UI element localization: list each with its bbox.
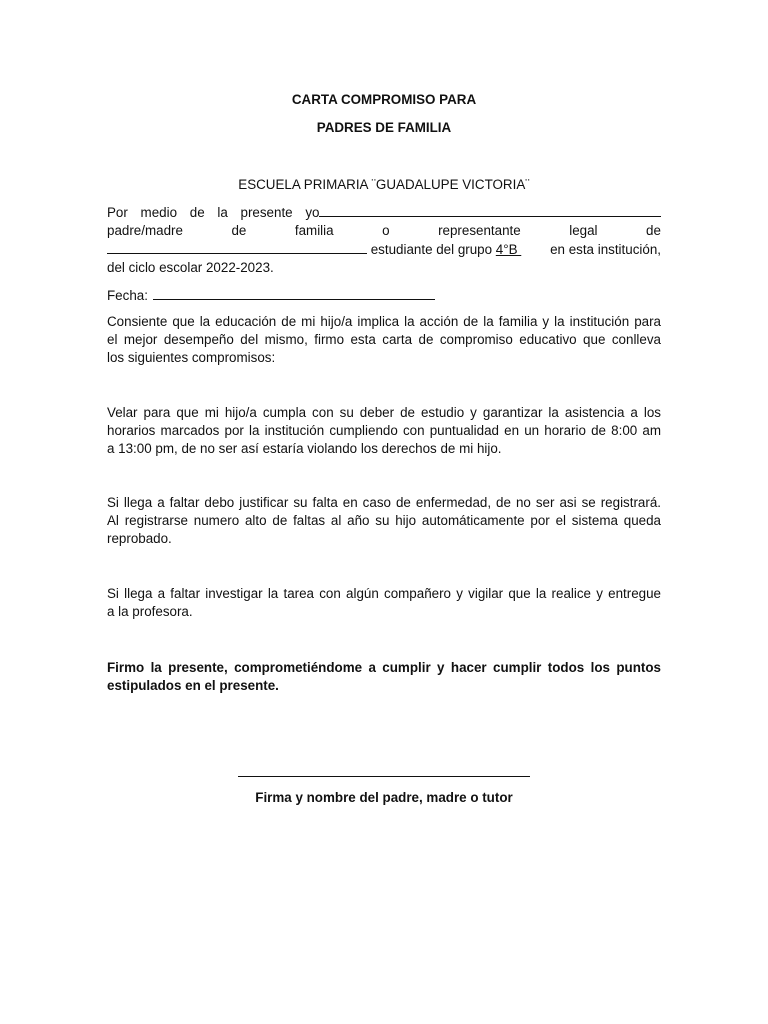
intro-line-1 [107, 203, 661, 222]
name-blank [319, 203, 661, 217]
paragraph-homework [107, 585, 661, 621]
closing-line: Firmo la presente, comprometiéndome a cumplir y hacer cumplir todos los puntos [107, 660, 661, 675]
title-line-1: CARTA COMPROMISO PARA [291, 92, 477, 107]
paragraph-line: Consiente que la educación de mi hijo/a implica la acción de la familia y la institución para [107, 314, 661, 329]
intro-word: de [646, 223, 661, 238]
intro-word: o [382, 223, 390, 238]
intro-word: familia [294, 223, 334, 238]
fecha-line [107, 286, 661, 305]
paragraph-line: a la profesora. [107, 604, 193, 619]
school-name: ESCUELA PRIMARIA ¨GUADALUPE VICTORIA¨ [238, 177, 530, 192]
paragraph-line: reprobado. [107, 531, 172, 546]
intro-line-3-mid: estudiante del grupo [367, 242, 496, 257]
paragraph-line: Velar para que mi hijo/a cumpla con su deber de estudio y garantizar la asistencia a los [107, 405, 661, 420]
intro-word: padre/madre [107, 223, 183, 238]
intro-line-3-end: en esta institución, [550, 242, 661, 257]
fecha-blank [153, 286, 435, 300]
paragraph-absences [107, 494, 661, 548]
paragraph-attendance [107, 404, 661, 458]
paragraph-line: Si llega a faltar investigar la tarea con algún compañero y vigilar que la realice y entregue [107, 586, 661, 601]
paragraph-consent [107, 313, 661, 367]
student-blank [107, 240, 367, 254]
paragraph-line: horarios marcados por la institución cumpliendo con puntualidad en un horario de 8:00 am [107, 423, 661, 438]
signature-line [238, 776, 530, 777]
paragraph-line: a 13:00 pm, de no ser así estaría violando los derechos de mi hijo. [107, 441, 502, 456]
paragraph-line: Si llega a faltar debo justificar su falta en caso de enfermedad, de no ser asi se registrará. [107, 495, 661, 510]
intro-word: legal [569, 223, 598, 238]
paragraph-line: los siguientes compromisos: [107, 350, 276, 365]
grupo-value: 4°B [495, 242, 522, 257]
intro-line-1-text: Por medio de la presente yo [107, 205, 320, 220]
intro-paragraph [107, 203, 661, 277]
intro-word: representante [438, 223, 521, 238]
paragraph-line: Al registrarse numero alto de faltas al año su hijo automáticamente por el sistema queda [107, 513, 661, 528]
title-line-2: PADRES DE FAMILIA [316, 120, 452, 135]
fecha-label: Fecha: [107, 288, 148, 303]
intro-line-4: del ciclo escolar 2022-2023. [107, 260, 274, 275]
closing-statement [107, 659, 661, 695]
closing-line: estipulados en el presente. [107, 678, 279, 693]
paragraph-line: el mejor desempeño del mismo, firmo esta carta de compromiso educativo que conlleva [107, 332, 661, 347]
signature-label: Firma y nombre del padre, madre o tutor [255, 790, 513, 805]
intro-word: de [231, 223, 247, 238]
intro-line-3 [107, 240, 661, 259]
intro-line-2 [107, 222, 661, 240]
